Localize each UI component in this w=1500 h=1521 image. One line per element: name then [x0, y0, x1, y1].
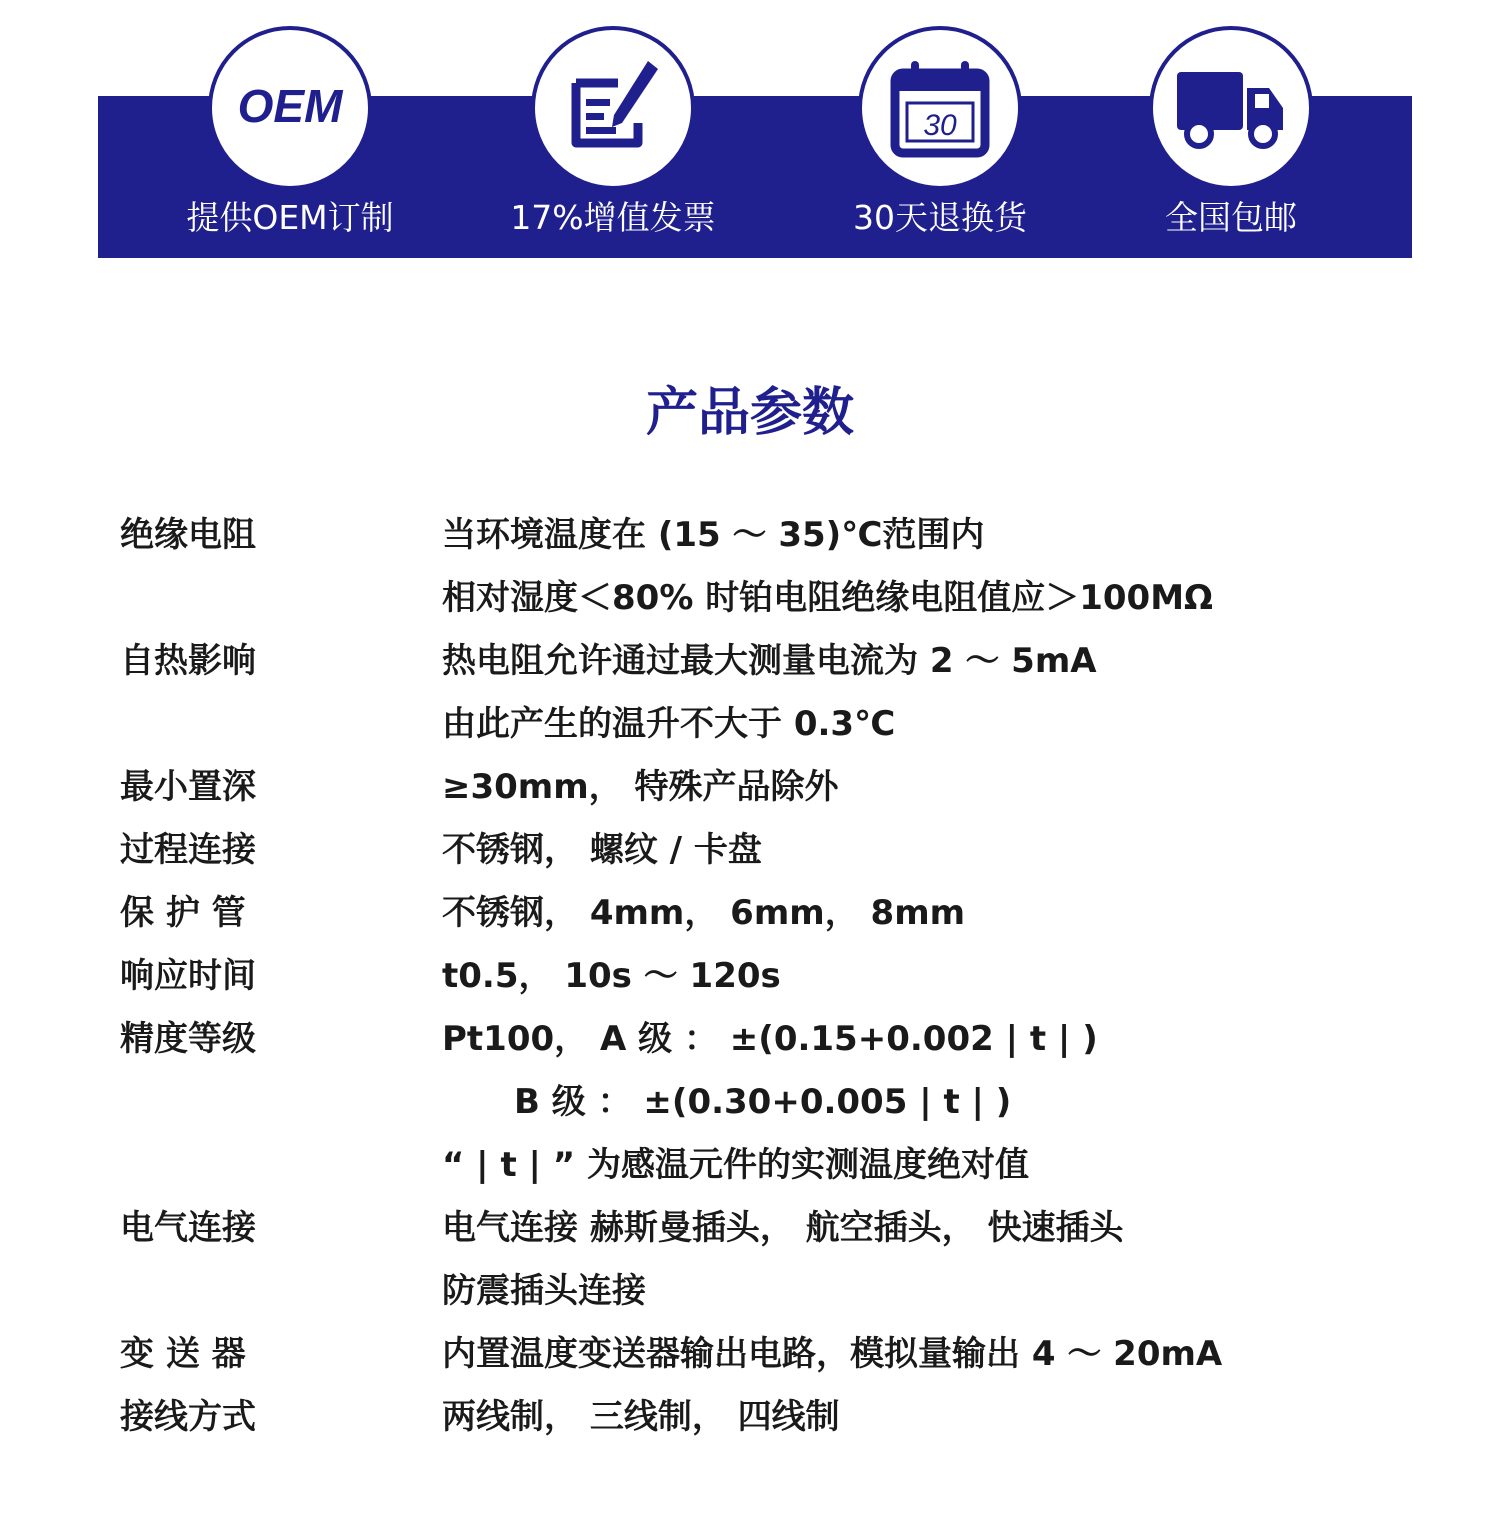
- feature-return: [790, 0, 1090, 260]
- spec-value-process-connection: 不锈钢， 螺纹 / 卡盘: [442, 830, 762, 870]
- spec-value-self-heating-2: 由此产生的温升不大于 0.3℃: [442, 704, 896, 744]
- spec-value-min-depth: ≥30mm， 特殊产品除外: [442, 767, 839, 807]
- spec-label-wiring: 接线方式: [120, 1397, 256, 1437]
- spec-label-electrical-connection: 电气连接: [120, 1208, 256, 1248]
- spec-value-electrical-connection-2: 防震插头连接: [442, 1271, 646, 1311]
- truck-icon: [1149, 26, 1313, 190]
- feature-label-return: 30天退换货: [853, 198, 1027, 237]
- spec-value-self-heating-1: 热电阻允许通过最大测量电流为 2 ～ 5mA: [442, 641, 1097, 681]
- spec-label-protection-tube: 保 护 管: [120, 893, 246, 933]
- spec-label-response-time: 响应时间: [120, 956, 256, 996]
- spec-value-insulation-2: 相对湿度＜80% 时铂电阻绝缘电阻值应＞100MΩ: [442, 578, 1213, 618]
- feature-invoice: [463, 0, 763, 260]
- spec-value-wiring: 两线制， 三线制， 四线制: [442, 1397, 840, 1437]
- calendar-icon: [858, 26, 1022, 190]
- calendar-number: 30: [923, 109, 957, 142]
- spec-value-accuracy-1: Pt100， A 级 ： ±(0.15+0.002 | t | ): [442, 1019, 1098, 1059]
- spec-value-insulation-1: 当环境温度在 (15 ～ 35)℃范围内: [442, 515, 985, 555]
- invoice-pen-icon: [531, 26, 695, 190]
- feature-label-invoice: 17%增值发票: [510, 198, 716, 237]
- spec-label-accuracy: 精度等级: [120, 1019, 256, 1059]
- spec-label-self-heating: 自热影响: [120, 641, 256, 681]
- spec-value-accuracy-2: B 级 ： ±(0.30+0.005 | t | ): [514, 1082, 1012, 1122]
- oem-logo-text: OEM: [237, 80, 343, 132]
- oem-logo-icon: [208, 26, 372, 190]
- spec-value-protection-tube: 不锈钢， 4mm， 6mm， 8mm: [442, 893, 966, 933]
- spec-label-insulation: 绝缘电阻: [120, 515, 256, 555]
- spec-label-process-connection: 过程连接: [120, 830, 256, 870]
- feature-shipping: [1081, 0, 1381, 260]
- spec-label-transmitter: 变 送 器: [120, 1334, 246, 1374]
- section-title: 产品参数: [645, 382, 854, 443]
- spec-value-transmitter: 内置温度变送器输出电路，模拟量输出 4 ～ 20mA: [442, 1334, 1223, 1374]
- feature-label-shipping: 全国包邮: [1165, 198, 1297, 237]
- feature-label-oem: 提供OEM订制: [186, 198, 394, 237]
- spec-label-min-depth: 最小置深: [120, 767, 256, 807]
- spec-value-accuracy-3: “ | t | ” 为感温元件的实测温度绝对值: [442, 1145, 1029, 1185]
- spec-value-response-time: t0.5， 10s ～ 120s: [442, 956, 781, 996]
- spec-value-electrical-connection-1: 电气连接 赫斯曼插头， 航空插头， 快速插头: [442, 1208, 1124, 1248]
- feature-oem: [140, 0, 440, 260]
